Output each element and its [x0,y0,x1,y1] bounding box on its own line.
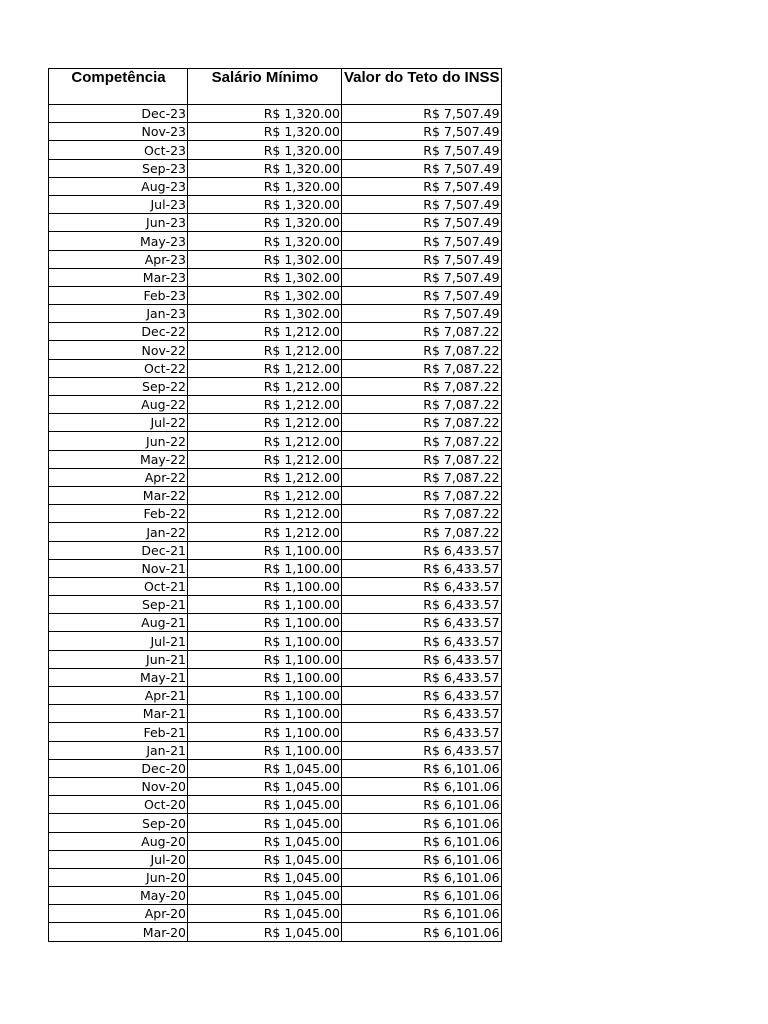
competencia-cell: May-23 [49,232,188,250]
table-row [49,705,502,723]
table-row [49,687,502,705]
table-row [49,286,502,304]
table-row [49,632,502,650]
teto-inss-cell: R$ 7,507.49 [342,250,502,268]
competencia-cell: Apr-22 [49,468,188,486]
teto-inss-cell: R$ 7,507.49 [342,268,502,286]
table-row [49,814,502,832]
competencia-cell: Oct-21 [49,577,188,595]
salario-minimo-cell: R$ 1,100.00 [188,723,342,741]
competencia-cell: Dec-23 [49,105,188,123]
teto-inss-cell: R$ 6,433.57 [342,741,502,759]
competencia-cell: Sep-22 [49,377,188,395]
competencia-cell: Dec-22 [49,323,188,341]
competencia-cell: Sep-21 [49,596,188,614]
salario-minimo-cell: R$ 1,302.00 [188,286,342,304]
table-row [49,195,502,213]
salario-minimo-cell: R$ 1,045.00 [188,850,342,868]
competencia-cell: Mar-20 [49,923,188,941]
competencia-cell: Feb-21 [49,723,188,741]
table-row [49,668,502,686]
salario-minimo-cell: R$ 1,212.00 [188,468,342,486]
table-row [49,414,502,432]
teto-inss-cell: R$ 6,101.06 [342,905,502,923]
competencia-cell: Jun-20 [49,868,188,886]
teto-inss-cell: R$ 7,087.22 [342,377,502,395]
teto-inss-cell: R$ 7,507.49 [342,232,502,250]
competencia-cell: Apr-21 [49,687,188,705]
salario-minimo-cell: R$ 1,320.00 [188,214,342,232]
teto-inss-cell: R$ 6,433.57 [342,687,502,705]
table-body [49,105,502,942]
salario-minimo-cell: R$ 1,100.00 [188,541,342,559]
competencia-cell: May-20 [49,887,188,905]
table-row [49,650,502,668]
teto-inss-cell: R$ 6,433.57 [342,614,502,632]
teto-inss-cell: R$ 7,507.49 [342,159,502,177]
competencia-cell: Jan-22 [49,523,188,541]
competencia-cell: Jul-23 [49,195,188,213]
teto-inss-cell: R$ 6,101.06 [342,777,502,795]
table-row [49,759,502,777]
table-row [49,523,502,541]
competencia-cell: Jun-22 [49,432,188,450]
teto-inss-cell: R$ 7,087.22 [342,450,502,468]
table-row [49,123,502,141]
salario-minimo-cell: R$ 1,100.00 [188,596,342,614]
teto-inss-cell: R$ 6,101.06 [342,759,502,777]
salario-minimo-cell: R$ 1,320.00 [188,177,342,195]
competencia-cell: Feb-23 [49,286,188,304]
competencia-cell: Jul-20 [49,850,188,868]
table-row [49,505,502,523]
table-row [49,614,502,632]
table-row [49,741,502,759]
competencia-cell: Oct-22 [49,359,188,377]
table-row [49,559,502,577]
competencia-cell: Nov-21 [49,559,188,577]
competencia-cell: Apr-20 [49,905,188,923]
teto-inss-cell: R$ 7,507.49 [342,141,502,159]
competencia-cell: Nov-22 [49,341,188,359]
table-row [49,141,502,159]
salario-minimo-cell: R$ 1,212.00 [188,414,342,432]
table-row [49,105,502,123]
competencia-cell: Jun-21 [49,650,188,668]
salario-minimo-cell: R$ 1,302.00 [188,250,342,268]
table-row [49,777,502,795]
salario-minimo-cell: R$ 1,302.00 [188,268,342,286]
table-row [49,305,502,323]
table-row [49,177,502,195]
salario-minimo-cell: R$ 1,045.00 [188,796,342,814]
table-row [49,923,502,941]
salario-minimo-cell: R$ 1,212.00 [188,377,342,395]
teto-inss-cell: R$ 7,507.49 [342,177,502,195]
teto-inss-cell: R$ 6,433.57 [342,705,502,723]
salario-minimo-cell: R$ 1,100.00 [188,687,342,705]
teto-inss-cell: R$ 7,087.22 [342,341,502,359]
competencia-cell: Oct-20 [49,796,188,814]
competencia-cell: Aug-20 [49,832,188,850]
teto-inss-cell: R$ 7,507.49 [342,195,502,213]
salario-minimo-cell: R$ 1,320.00 [188,232,342,250]
table-row [49,796,502,814]
table-header [49,69,502,105]
teto-inss-cell: R$ 7,507.49 [342,305,502,323]
teto-inss-cell: R$ 7,087.22 [342,468,502,486]
data-table [48,68,502,942]
table-row [49,377,502,395]
teto-inss-cell: R$ 7,087.22 [342,505,502,523]
teto-inss-cell: R$ 6,101.06 [342,850,502,868]
competencia-cell: Nov-23 [49,123,188,141]
salario-minimo-cell: R$ 1,045.00 [188,777,342,795]
competencia-cell: Sep-23 [49,159,188,177]
teto-inss-cell: R$ 6,101.06 [342,923,502,941]
salario-minimo-cell: R$ 1,212.00 [188,523,342,541]
teto-inss-cell: R$ 6,101.06 [342,887,502,905]
competencia-cell: Dec-21 [49,541,188,559]
table-row [49,541,502,559]
salario-minimo-cell: R$ 1,100.00 [188,741,342,759]
table-row [49,596,502,614]
table-row [49,432,502,450]
salario-minimo-cell: R$ 1,320.00 [188,195,342,213]
teto-inss-cell: R$ 7,507.49 [342,286,502,304]
teto-inss-cell: R$ 7,087.22 [342,414,502,432]
salario-minimo-cell: R$ 1,045.00 [188,868,342,886]
teto-inss-cell: R$ 7,087.22 [342,323,502,341]
salario-minimo-cell: R$ 1,212.00 [188,323,342,341]
teto-inss-cell: R$ 6,433.57 [342,668,502,686]
salario-minimo-cell: R$ 1,045.00 [188,905,342,923]
teto-inss-cell: R$ 6,433.57 [342,650,502,668]
salario-minimo-cell: R$ 1,212.00 [188,432,342,450]
competencia-cell: Jul-22 [49,414,188,432]
salario-minimo-cell: R$ 1,045.00 [188,759,342,777]
teto-inss-cell: R$ 6,433.57 [342,541,502,559]
teto-inss-cell: R$ 7,507.49 [342,105,502,123]
competencia-cell: Jun-23 [49,214,188,232]
teto-inss-cell: R$ 7,507.49 [342,214,502,232]
salario-minimo-cell: R$ 1,320.00 [188,123,342,141]
header-salario-minimo: Salário Mínimo [188,69,342,105]
table-row [49,832,502,850]
salario-minimo-cell: R$ 1,212.00 [188,396,342,414]
competencia-cell: Mar-22 [49,486,188,504]
competencia-cell: Mar-21 [49,705,188,723]
table-row [49,396,502,414]
competencia-cell: Jan-23 [49,305,188,323]
teto-inss-cell: R$ 7,507.49 [342,123,502,141]
teto-inss-cell: R$ 6,101.06 [342,796,502,814]
competencia-cell: Apr-23 [49,250,188,268]
table-row [49,359,502,377]
teto-inss-cell: R$ 6,101.06 [342,868,502,886]
header-competencia: Competência [49,69,188,105]
competencia-cell: Aug-21 [49,614,188,632]
salario-minimo-cell: R$ 1,045.00 [188,887,342,905]
teto-inss-cell: R$ 6,433.57 [342,577,502,595]
competencia-cell: Oct-23 [49,141,188,159]
salario-minimo-cell: R$ 1,100.00 [188,632,342,650]
teto-inss-cell: R$ 6,101.06 [342,832,502,850]
table-row [49,323,502,341]
teto-inss-cell: R$ 7,087.22 [342,486,502,504]
teto-inss-cell: R$ 6,433.57 [342,632,502,650]
header-teto-inss: Valor do Teto do INSS [342,69,502,105]
salario-minimo-cell: R$ 1,212.00 [188,359,342,377]
table-row [49,468,502,486]
salario-minimo-cell: R$ 1,302.00 [188,305,342,323]
table-row [49,868,502,886]
table-row [49,887,502,905]
table-row [49,577,502,595]
competencia-cell: Dec-20 [49,759,188,777]
salario-minimo-cell: R$ 1,100.00 [188,668,342,686]
salario-minimo-cell: R$ 1,320.00 [188,105,342,123]
competencia-cell: Aug-22 [49,396,188,414]
salario-minimo-cell: R$ 1,320.00 [188,141,342,159]
salario-minimo-cell: R$ 1,212.00 [188,486,342,504]
teto-inss-cell: R$ 6,101.06 [342,814,502,832]
table-row [49,250,502,268]
salario-minimo-cell: R$ 1,100.00 [188,705,342,723]
salario-minimo-cell: R$ 1,100.00 [188,577,342,595]
salario-minimo-cell: R$ 1,212.00 [188,450,342,468]
salario-minimo-cell: R$ 1,045.00 [188,814,342,832]
competencia-cell: Jan-21 [49,741,188,759]
header-row [49,69,502,105]
competencia-cell: Sep-20 [49,814,188,832]
teto-inss-cell: R$ 6,433.57 [342,559,502,577]
table-row [49,214,502,232]
table-row [49,723,502,741]
teto-inss-cell: R$ 6,433.57 [342,596,502,614]
salario-minimo-cell: R$ 1,212.00 [188,341,342,359]
competencia-cell: Jul-21 [49,632,188,650]
competencia-cell: Mar-23 [49,268,188,286]
table-row [49,486,502,504]
table-row [49,341,502,359]
teto-inss-cell: R$ 7,087.22 [342,432,502,450]
competencia-cell: May-21 [49,668,188,686]
salario-minimo-cell: R$ 1,100.00 [188,650,342,668]
table-row [49,450,502,468]
competencia-cell: Aug-23 [49,177,188,195]
salario-minimo-cell: R$ 1,320.00 [188,159,342,177]
table-row [49,850,502,868]
teto-inss-cell: R$ 7,087.22 [342,359,502,377]
salario-minimo-cell: R$ 1,100.00 [188,614,342,632]
teto-inss-cell: R$ 7,087.22 [342,396,502,414]
teto-inss-cell: R$ 6,433.57 [342,723,502,741]
table-row [49,232,502,250]
competencia-cell: Nov-20 [49,777,188,795]
table-row [49,159,502,177]
salario-minimo-cell: R$ 1,045.00 [188,832,342,850]
salario-minimo-cell: R$ 1,212.00 [188,505,342,523]
table-row [49,268,502,286]
salario-minimo-cell: R$ 1,100.00 [188,559,342,577]
teto-inss-cell: R$ 7,087.22 [342,523,502,541]
competencia-cell: Feb-22 [49,505,188,523]
table-row [49,905,502,923]
salario-minimo-cell: R$ 1,045.00 [188,923,342,941]
competencia-cell: May-22 [49,450,188,468]
